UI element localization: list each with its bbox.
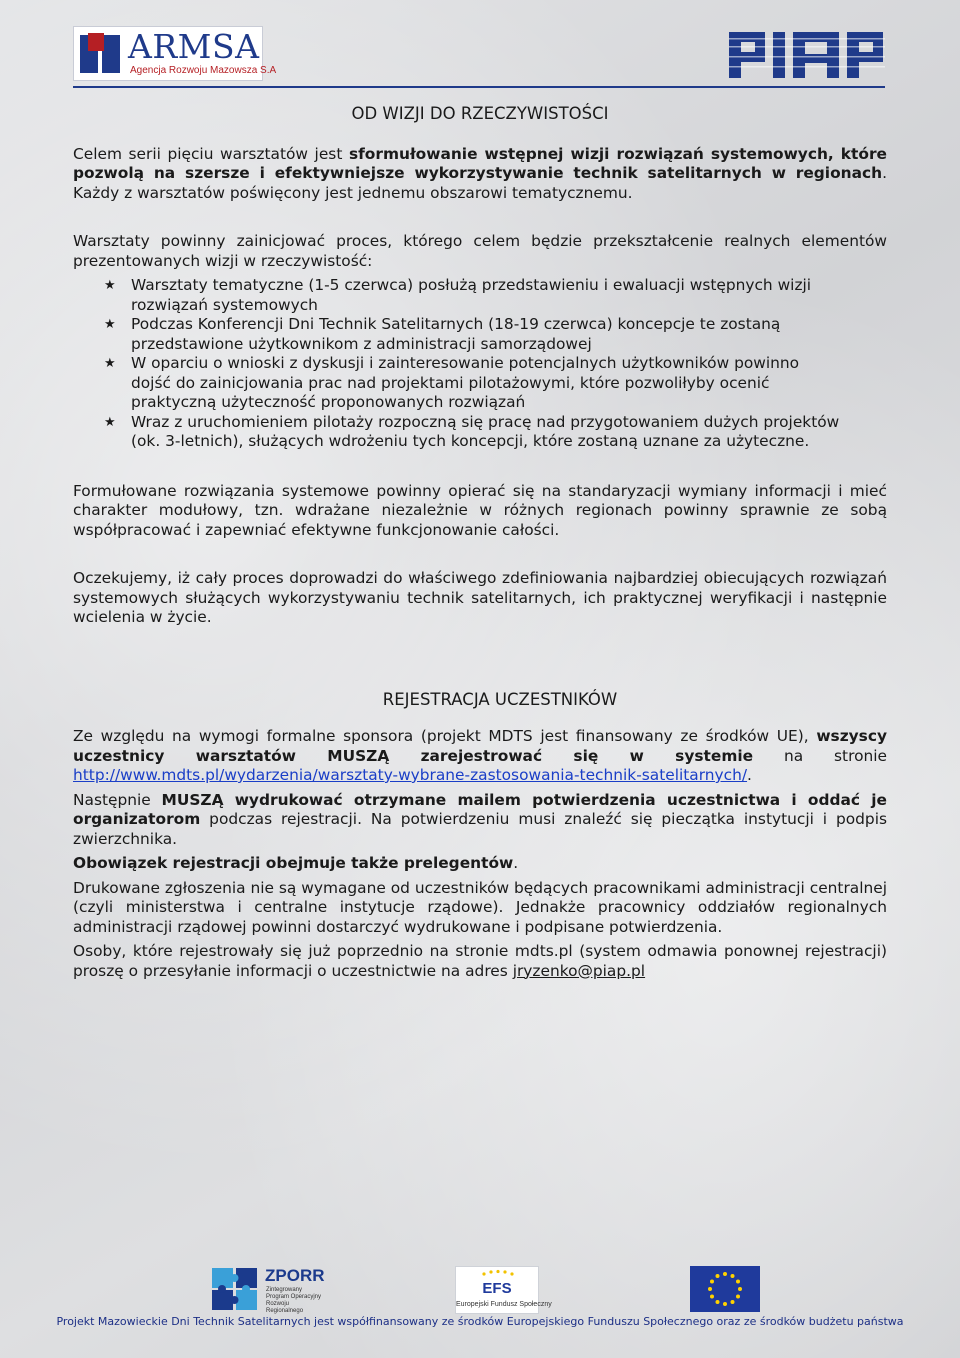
contact-email-link[interactable]: jryzenko@piap.pl: [512, 961, 646, 980]
efs-logo: [455, 1266, 552, 1314]
armsa-emblem-icon: [78, 31, 122, 75]
piap-logo: [729, 30, 885, 80]
armsa-name: ARMSA: [128, 27, 260, 66]
efs-title: EFS: [482, 1280, 512, 1297]
workshop-steps-list: [73, 276, 841, 452]
section-spacer: [73, 628, 887, 690]
section-title-registration: REJESTRACJA UCZESTNIKÓW: [382, 689, 618, 709]
list-item: ★ W oparciu o wnioski z dyskusji i zainteresowanie potencjalnych użytkowników powinno dojść do zainicjowania prac nad projektami pilotażowymi, które pozwoliłyby ocenić praktyczną użyteczność proponowanych rozwiązań: [131, 354, 841, 413]
list-item: ★ Warsztaty tematyczne (1-5 czerwca) posłużą przedstawieniu i ewaluacji wstępnych wizji rozwiązań systemowych: [131, 276, 841, 315]
list-item: ★ Podczas Konferencji Dni Technik Satelitarnych (18-19 czerwca) koncepcje te zostaną przedstawione użytkownikom z administracji samorządowej: [131, 315, 841, 354]
document-content: [73, 100, 887, 981]
footer-funding-note: Projekt Mazowieckie Dni Technik Satelitarnych jest współfinansowany ze środków Europejskiego Funduszu Społecznego oraz ze środków budżetu państwa: [56, 1315, 904, 1328]
puzzle-icon: [210, 1266, 260, 1312]
paragraph-process: Warsztaty powinny zainicjować proces, którego celem będzie przekształcenie realnych elementów prezentowanych wizji w rzeczywistość:: [73, 232, 887, 270]
paragraph-registration: Ze względu na wymogi formalne sponsora (projekt MDTS jest finansowany ze środków UE), wszyscy uczestnicy warsztatów MUSZĄ zarejestrować się w systemie na stronie http://www.mdts.pl/wydarzenia/warsztaty-wybrane-zastosowania-technik-satelitarnych/.: [73, 727, 887, 784]
efs-emblem-icon: [474, 1269, 520, 1299]
paragraph-modular: Formułowane rozwiązania systemowe powinny opierać się na standaryzacji wymiany informacji i mieć charakter modułowy, tzn. wdrażane niezależnie w różnych regionach powinny sprawnie ze sobą współpracować i zapewniać efektywne funkcjonowanie całości.: [73, 481, 887, 539]
list-item: ★ Wraz z uruchomieniem pilotaży rozpoczną się pracę nad przygotowaniem dużych projektów (ok. 3-letnich), służących wdrożeniu tych koncepcji, które zostaną uznane za użyteczne.: [131, 413, 841, 452]
paragraph-print-confirmation: Następnie MUSZĄ wydrukować otrzymane mailem potwierdzenia uczestnictwa i oddać je organizatorom podczas rejestracji. Na potwierdzeniu musi znaleźć się pieczątka instytucji i podpis zwierzchnika.: [73, 790, 887, 848]
registration-link[interactable]: http://www.mdts.pl/wydarzenia/warsztaty-wybrane-zastosowania-technik-satelitarnych/: [73, 766, 748, 784]
zporr-title: ZPORR: [265, 1266, 325, 1285]
zporr-logo: [210, 1266, 325, 1314]
eu-flag-icon: [690, 1266, 760, 1312]
paragraph-speakers: Obowiązek rejestracji obejmuje także prelegentów.: [73, 854, 519, 872]
paragraph-goal: Celem serii pięciu warsztatów jest sformułowanie wstępnej wizji rozwiązań systemowych, które pozwolą na szersze i efektywniejsze wykorzystywanie technik satelitarnych w regionach. Każdy z warsztatów poświęcony jest jednemu obszarowi tematycznemu.: [73, 144, 887, 202]
section-title-vision: OD WIZJI DO RZECZYWISTOŚCI: [351, 104, 609, 123]
paragraph-expectations: Oczekujemy, iż cały proces doprowadzi do właściwego zdefiniowania najbardziej obiecujących rozwiązań systemowych służących wykorzystywaniu technik satelitarnych, ich praktycznej weryfikacji i następnie wcielenia w życie.: [73, 569, 887, 626]
paragraph-previous-registration: Osoby, które rejestrowały się już poprzednio na stronie mdts.pl (system odmawia ponownej rejestracji) proszę o przesyłanie informacji o uczestnictwie na adres jryzenko@piap.pl: [73, 942, 887, 980]
zporr-subtitle: Zintegrowany Program Operacyjny Rozwoju Regionalnego: [266, 1287, 322, 1314]
page-header: [73, 26, 885, 88]
paragraph-central-admin: Drukowane zgłoszenia nie są wymagane od uczestników będących pracownikami administracji centralnej (czyli ministerstwa i centralne instytucje rządowe). Jednakże pracownicy oddziałów regionalnych administracji rządowej powinni dostarczyć wydrukowane i podpisane potwierdzenia.: [73, 878, 887, 936]
armsa-logo: [73, 26, 277, 81]
efs-subtitle: Europejski Fundusz Społeczny: [456, 1301, 552, 1308]
armsa-subtitle: Agencja Rozwoju Mazowsza S.A: [130, 65, 277, 76]
